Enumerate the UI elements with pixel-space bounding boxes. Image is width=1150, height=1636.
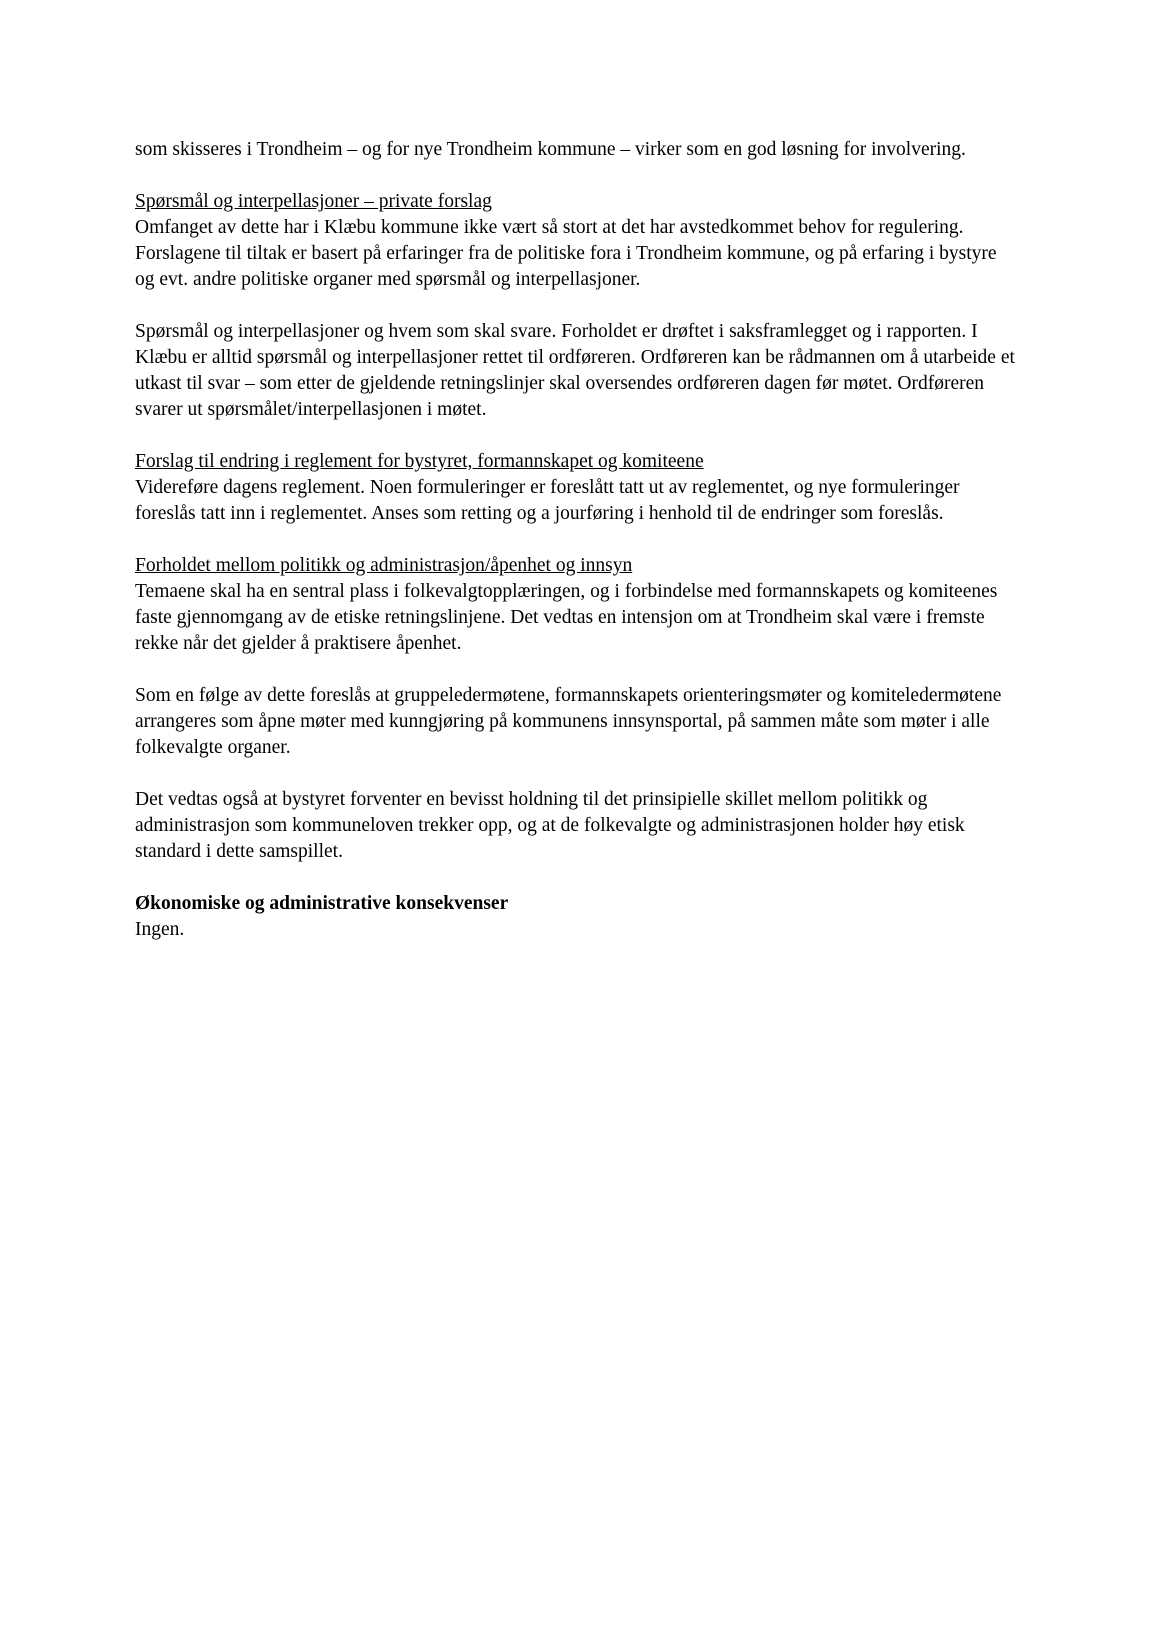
paragraph: Ingen. [135, 919, 185, 940]
paragraph: som skisseres i Trondheim – og for nye Trondheim kommune – virker som en god løsning for involvering. [135, 139, 966, 160]
paragraph: Spørsmål og interpellasjoner og hvem som skal svare. Forholdet er drøftet i saksframlegget og i rapporten. I Klæbu er alltid spørsmål og interpellasjoner rettet til ordføreren. Ordføreren kan be rådmannen om å utarbeide et utkast til svar – som etter de gjeldende retningslinjer skal oversendes ordføreren dagen før møtet. Ordføreren svarer ut spørsmålet/interpellasjonen i møtet. [135, 321, 1015, 420]
paragraph: Videreføre dagens reglement. Noen formuleringer er foreslått tatt ut av reglementet, og nye formuleringer foreslås tatt inn i reglementet. Anses som retting og a jourføring i henhold til de endringer som foreslås. [135, 477, 960, 524]
document-content [135, 137, 1020, 943]
paragraph: Som en følge av dette foreslås at gruppeledermøtene, formannskapets orienteringsmøter og komiteledermøtene arrangeres som åpne møter med kunngjøring på kommunens innsynsportal, på sammen måte som møter i alle folkevalgte organer. [135, 685, 1002, 758]
section-heading-bold: Økonomiske og administrative konsekvenser [135, 893, 509, 914]
paragraph: Temaene skal ha en sentral plass i folkevalgtopplæringen, og i forbindelse med formannskapets og komiteenes faste gjennomgang av de etiske retningslinjene. Det vedtas en intensjon om at Trondheim skal være i fremste rekke når det gjelder å praktisere åpenhet. [135, 581, 998, 654]
section-heading-underlined: Forslag til endring i reglement for bystyret, formannskapet og komiteene [135, 451, 704, 472]
section-heading-underlined: Forholdet mellom politikk og administrasjon/åpenhet og innsyn [135, 555, 633, 576]
paragraph: Det vedtas også at bystyret forventer en bevisst holdning til det prinsipielle skillet mellom politikk og administrasjon som kommuneloven trekker opp, og at de folkevalgte og administrasjonen holder høy etisk standard i dette samspillet. [135, 789, 965, 862]
paragraph: Omfanget av dette har i Klæbu kommune ikke vært så stort at det har avstedkommet behov for regulering. Forslagene til tiltak er basert på erfaringer fra de politiske fora i Trondheim kommune, og på erfaring i bystyre og evt. andre politiske organer med spørsmål og interpellasjoner. [135, 217, 997, 290]
section-heading-underlined: Spørsmål og interpellasjoner – private forslag [135, 191, 492, 212]
